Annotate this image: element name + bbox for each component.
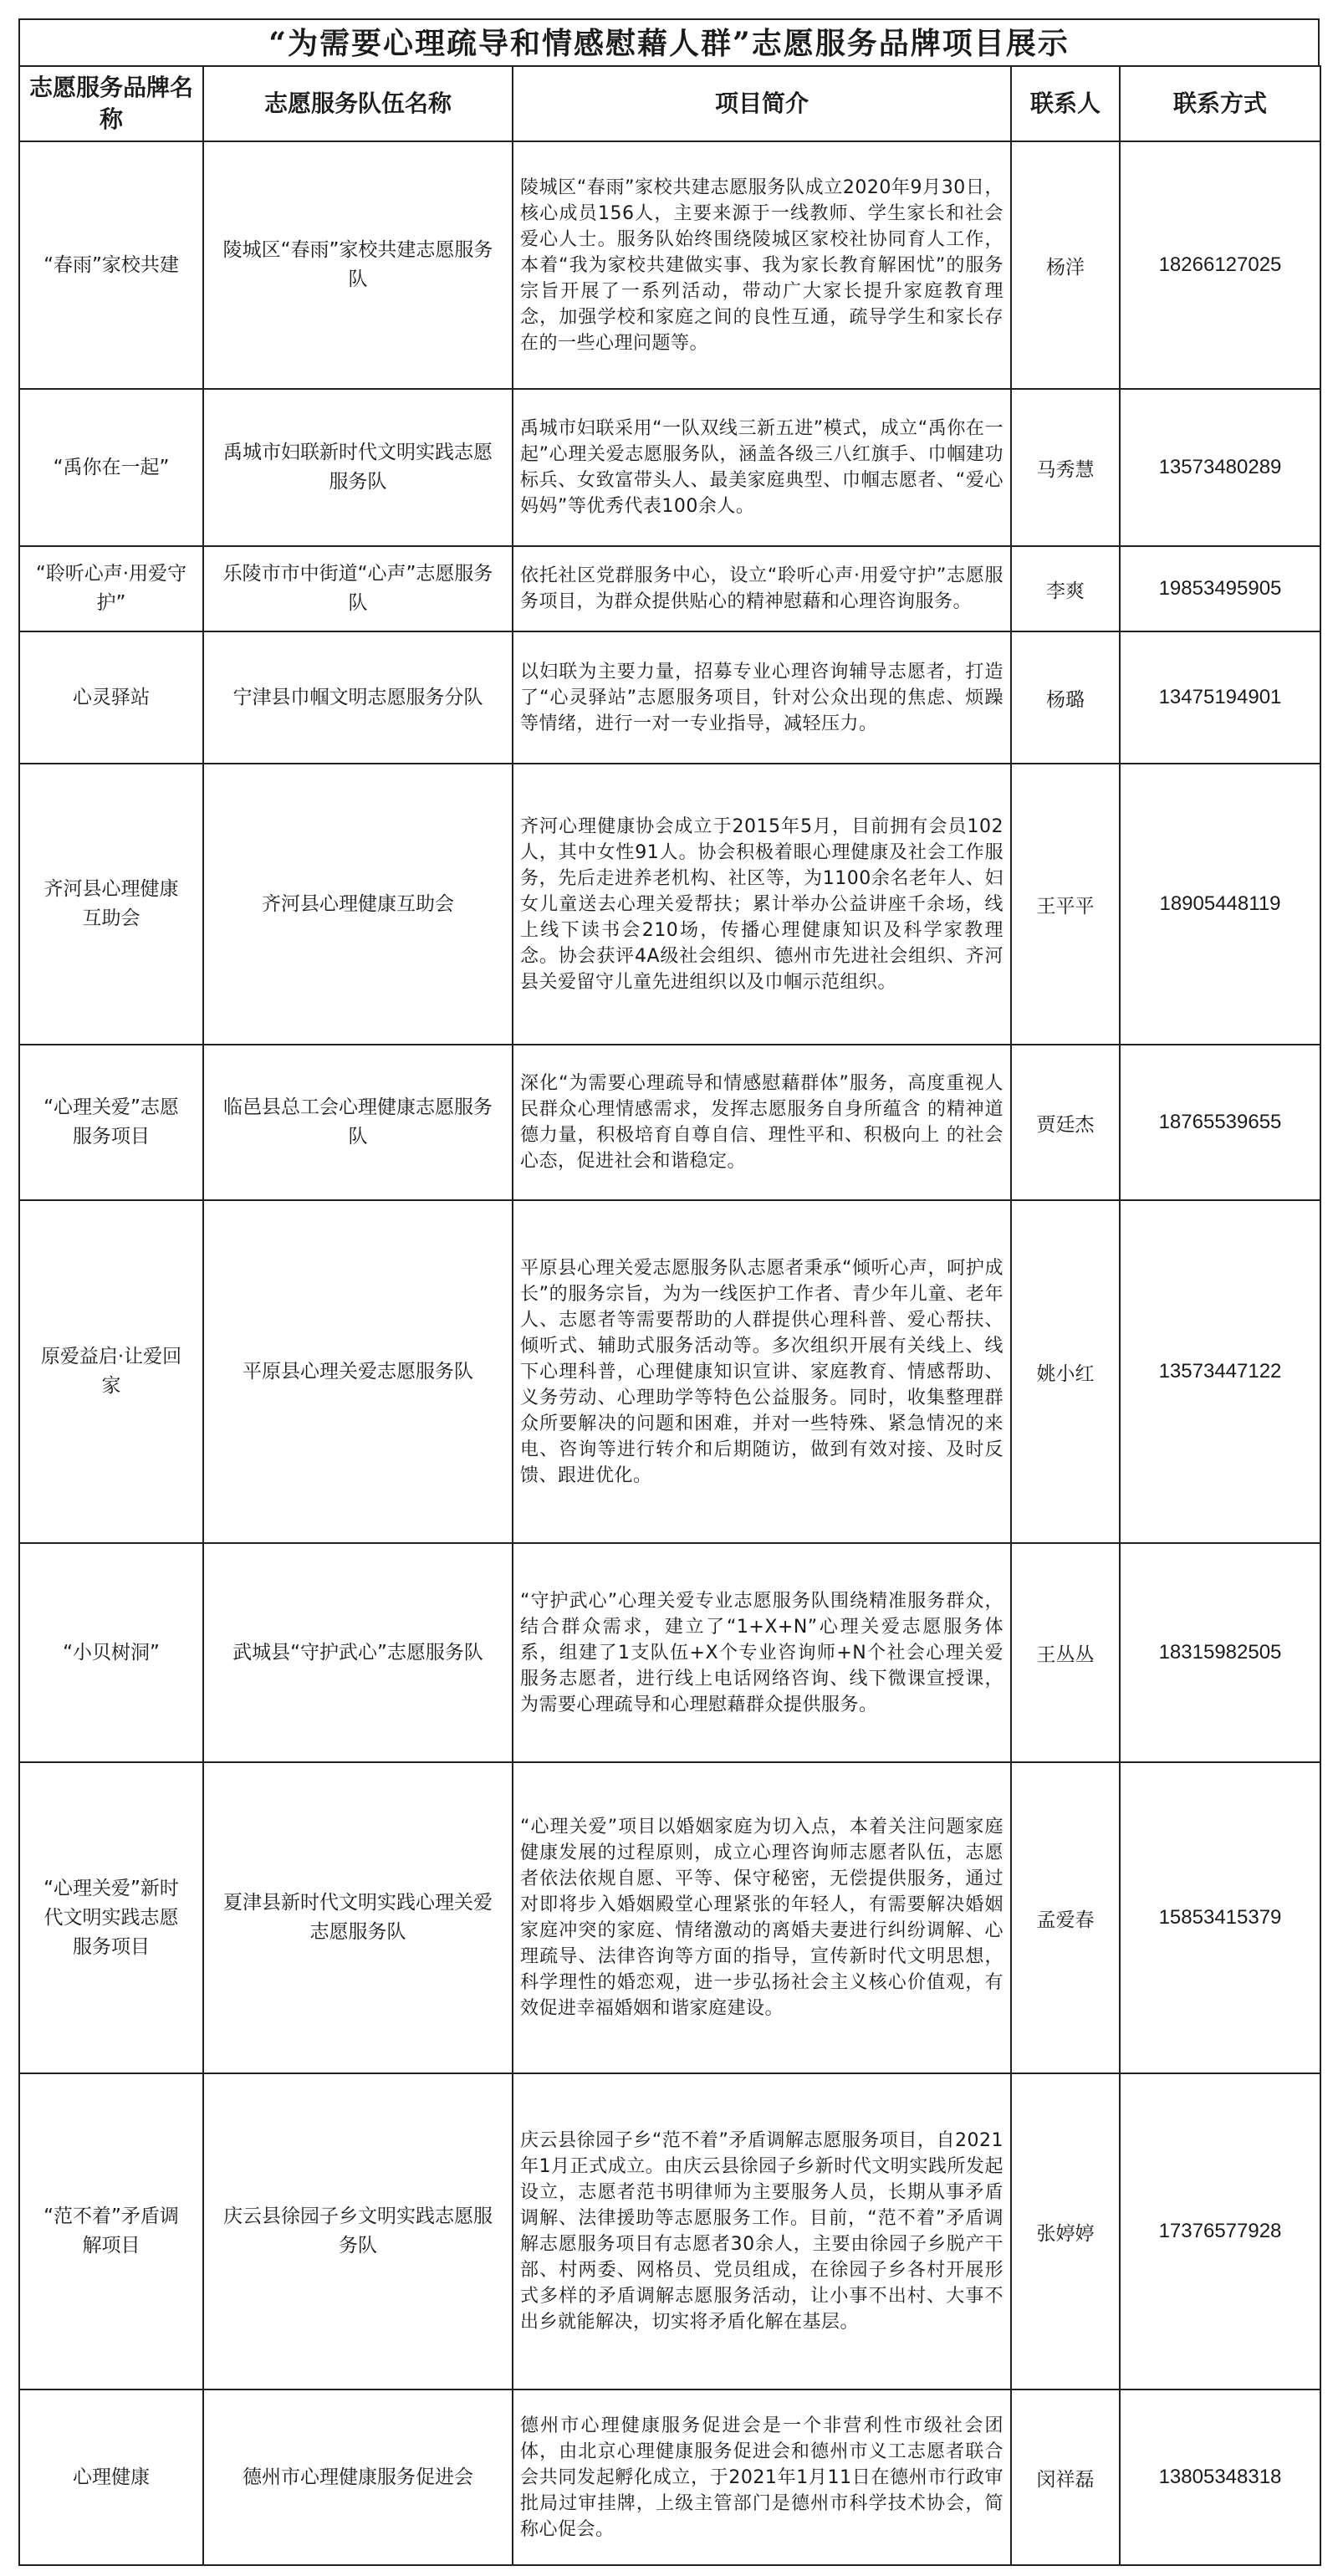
header-contact: 联系人	[1011, 66, 1120, 141]
intro-cell: 以妇联为主要力量，招募专业心理咨询辅导志愿者，打造了“心灵驿站”志愿服务项目，针对公众出现的焦虑、烦躁等情绪，进行一对一专业指导，减轻压力。	[513, 631, 1011, 764]
intro-cell: 依托社区党群服务中心，设立“聆听心声·用爱守护”志愿服务项目，为群众提供贴心的精神慰藉和心理咨询服务。	[513, 546, 1011, 631]
phone-cell: 18765539655	[1120, 1045, 1320, 1200]
brand-name-cell: “春雨”家校共建	[19, 141, 203, 389]
phone-cell: 13573480289	[1120, 389, 1320, 546]
team-name-cell: 夏津县新时代文明实践心理关爱志愿服务队	[203, 1762, 513, 2073]
table-row	[19, 141, 1320, 389]
team-name-cell: 庆云县徐园子乡文明实践志愿服务队	[203, 2073, 513, 2389]
team-name-cell: 武城县“守护武心”志愿服务队	[203, 1543, 513, 1762]
phone-cell: 17376577928	[1120, 2073, 1320, 2389]
table-row	[19, 631, 1320, 764]
brand-name-cell: “心理关爱”新时代文明实践志愿服务项目	[19, 1762, 203, 2073]
intro-cell: “心理关爱”项目以婚姻家庭为切入点，本着关注问题家庭健康发展的过程原则，成立心理咨询师志愿者队伍，志愿者依法依规自愿、平等、保守秘密，无偿提供服务，通过对即将步入婚姻殿堂心理紧张的年轻人，有需要解决婚姻家庭冲突的家庭、情绪激动的离婚夫妻进行纠纷调解、心理疏导、法律咨询等方面的指导，宣传新时代文明思想，科学理性的婚恋观，进一步弘扬社会主义核心价值观，有效促进幸福婚姻和谐家庭建设。	[513, 1762, 1011, 2073]
intro-cell: “守护武心”心理关爱专业志愿服务队围绕精准服务群众，结合群众需求，建立了“1+X+N”心理关爱志愿服务体系，组建了1支队伍+X个专业咨询师+N个社会心理关爱服务志愿者，进行线上电话网络咨询、线下微课宣授课，为需要心理疏导和心理慰藉群众提供服务。	[513, 1543, 1011, 1762]
table-row	[19, 1762, 1320, 2073]
contact-cell: 杨璐	[1011, 631, 1120, 764]
phone-cell: 15853415379	[1120, 1762, 1320, 2073]
table-row	[19, 2073, 1320, 2389]
team-name-cell: 宁津县巾帼文明志愿服务分队	[203, 631, 513, 764]
header-intro: 项目简介	[513, 66, 1011, 141]
intro-cell: 禹城市妇联采用“一队双线三新五进”模式，成立“禹你在一起”心理关爱志愿服务队，涵盖各级三八红旗手、巾帼建功标兵、女致富带头人、最美家庭典型、巾帼志愿者、“爱心妈妈”等优秀代表100余人。	[513, 389, 1011, 546]
team-name-cell: 齐河县心理健康互助会	[203, 764, 513, 1045]
phone-cell: 19853495905	[1120, 546, 1320, 631]
team-name-cell: 临邑县总工会心理健康志愿服务队	[203, 1045, 513, 1200]
table-row	[19, 1045, 1320, 1200]
header-team-name: 志愿服务队伍名称	[203, 66, 513, 141]
brand-name-cell: “聆听心声·用爱守护”	[19, 546, 203, 631]
header-brand-name: 志愿服务品牌名称	[19, 66, 203, 141]
brand-name-cell: 心理健康	[19, 2389, 203, 2565]
team-name-cell: 陵城区“春雨”家校共建志愿服务队	[203, 141, 513, 389]
table-row	[19, 546, 1320, 631]
phone-cell: 18905448119	[1120, 764, 1320, 1045]
intro-cell: 庆云县徐园子乡“范不着”矛盾调解志愿服务项目，自2021年1月正式成立。由庆云县徐园子乡新时代文明实践所发起设立，志愿者范书明律师为主要服务人员，长期从事矛盾调解、法律援助等志愿服务工作。目前，“范不着”矛盾调解志愿服务项目有志愿者30余人，主要由徐园子乡脱产干部、村两委、网格员、党员组成，在徐园子乡各村开展形式多样的矛盾调解志愿服务活动，让小事不出村、大事不出乡就能解决，切实将矛盾化解在基层。	[513, 2073, 1011, 2389]
contact-cell: 张婷婷	[1011, 2073, 1120, 2389]
table-row	[19, 764, 1320, 1045]
team-name-cell: 德州市心理健康服务促进会	[203, 2389, 513, 2565]
phone-cell: 13475194901	[1120, 631, 1320, 764]
contact-cell: 李爽	[1011, 546, 1120, 631]
contact-cell: 姚小红	[1011, 1200, 1120, 1543]
table-row	[19, 2389, 1320, 2565]
brand-name-cell: “范不着”矛盾调解项目	[19, 2073, 203, 2389]
table-row	[19, 1543, 1320, 1762]
phone-cell: 13805348318	[1120, 2389, 1320, 2565]
team-name-cell: 乐陵市市中街道“心声”志愿服务队	[203, 546, 513, 631]
intro-cell: 齐河心理健康协会成立于2015年5月，目前拥有会员102人，其中女性91人。协会积极着眼心理健康及社会工作服务，先后走进养老机构、社区等，为1100余名老年人、妇女儿童送去心理关爱帮扶；累计举办公益讲座千余场，线上线下读书会210场，传播心理健康知识及科学家教理念。协会获评4A级社会组织、德州市先进社会组织、齐河县关爱留守儿童先进组织以及巾帼示范组织。	[513, 764, 1011, 1045]
intro-cell: 德州市心理健康服务促进会是一个非营利性市级社会团体，由北京心理健康服务促进会和德州市义工志愿者联合会共同发起孵化成立，于2021年1月11日在德州市行政审批局过审挂牌，上级主管部门是德州市科学技术协会，简称心促会。	[513, 2389, 1011, 2565]
brand-name-cell: 原爱益启·让爱回家	[19, 1200, 203, 1543]
contact-cell: 马秀慧	[1011, 389, 1120, 546]
project-table	[18, 65, 1321, 2566]
brand-name-cell: 心灵驿站	[19, 631, 203, 764]
contact-cell: 王丛丛	[1011, 1543, 1120, 1762]
table-row	[19, 389, 1320, 546]
contact-cell: 闵祥磊	[1011, 2389, 1120, 2565]
contact-cell: 王平平	[1011, 764, 1120, 1045]
phone-cell: 13573447122	[1120, 1200, 1320, 1543]
table-header-row	[19, 66, 1320, 141]
brand-name-cell: “小贝树洞”	[19, 1543, 203, 1762]
intro-cell: 陵城区“春雨”家校共建志愿服务队成立2020年9月30日，核心成员156人，主要来源于一线教师、学生家长和社会爱心人士。服务队始终围绕陵城区家校社协同育人工作，本着“我为家校共建做实事、我为家长教育解困忧”的服务宗旨开展了一系列活动，带动广大家长提升家庭教育理念，加强学校和家庭之间的良性互通，疏导学生和家长存在的一些心理问题等。	[513, 141, 1011, 389]
team-name-cell: 禹城市妇联新时代文明实践志愿服务队	[203, 389, 513, 546]
contact-cell: 杨洋	[1011, 141, 1120, 389]
contact-cell: 孟爱春	[1011, 1762, 1120, 2073]
page-title: “为需要心理疏导和情感慰藉人群”志愿服务品牌项目展示	[18, 18, 1320, 65]
intro-cell: 深化“为需要心理疏导和情感慰藉群体”服务，高度重视人民群众心理情感需求，发挥志愿服务自身所蕴含 的精神道德力量，积极培育自尊自信、理性平和、积极向上 的社会心态，促进社会和谐稳定。	[513, 1045, 1011, 1200]
header-phone: 联系方式	[1120, 66, 1320, 141]
phone-cell: 18266127025	[1120, 141, 1320, 389]
table-row	[19, 1200, 1320, 1543]
intro-cell: 平原县心理关爱志愿服务队志愿者秉承“倾听心声，呵护成长”的服务宗旨，为为一线医护工作者、青少年儿童、老年人、志愿者等需要帮助的人群提供心理科普、爱心帮扶、倾听式、辅助式服务活动等。多次组织开展有关线上、线下心理科普，心理健康知识宣讲、家庭教育、情感帮助、义务劳动、心理助学等特色公益服务。同时，收集整理群众所要解决的问题和困难，并对一些特殊、紧急情况的来电、咨询等进行转介和后期随访，做到有效对接、及时反馈、跟进优化。	[513, 1200, 1011, 1543]
brand-name-cell: 齐河县心理健康互助会	[19, 764, 203, 1045]
contact-cell: 贾廷杰	[1011, 1045, 1120, 1200]
brand-name-cell: “心理关爱”志愿服务项目	[19, 1045, 203, 1200]
team-name-cell: 平原县心理关爱志愿服务队	[203, 1200, 513, 1543]
brand-name-cell: “禹你在一起”	[19, 389, 203, 546]
phone-cell: 18315982505	[1120, 1543, 1320, 1762]
